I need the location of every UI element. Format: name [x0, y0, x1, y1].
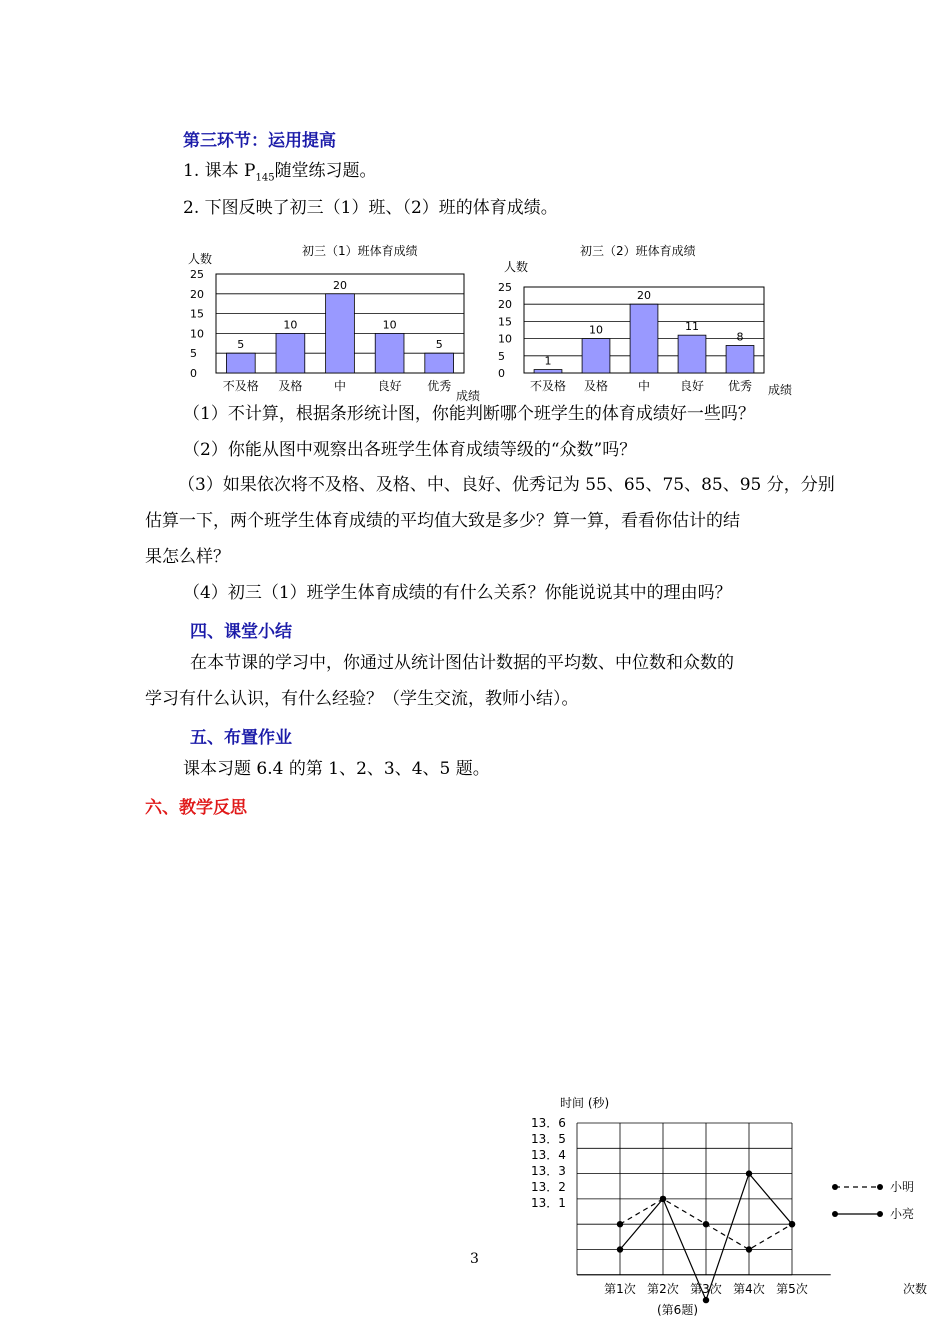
c2-category-label: 及格: [583, 379, 609, 393]
linechart-category-label: 第3次: [690, 1282, 722, 1296]
linechart-ytick-label: 13．2: [531, 1180, 566, 1194]
legend-marker-2: [877, 1211, 883, 1217]
class2-x-categories: [530, 378, 752, 393]
section4-heading: 四、课堂小结: [190, 622, 292, 642]
c1-category-label: 中: [333, 379, 347, 393]
class1-ylabel: 人数: [188, 252, 213, 266]
c2-ytick-label: 5: [498, 349, 505, 363]
c1-data-label: 5: [435, 338, 443, 352]
c1-ytick-label: 0: [190, 367, 197, 380]
legend-marker-2: [832, 1211, 838, 1217]
linechart-series-2-point: [703, 1297, 709, 1303]
c1-ytick-label: 15: [190, 307, 204, 321]
linechart-grid: [577, 1123, 831, 1275]
time-line-chart: [525, 1090, 945, 1324]
linechart-y-ticks: [531, 1116, 566, 1210]
c1-data-label: 20: [333, 278, 347, 292]
c2-category-label: 优秀: [727, 379, 753, 393]
c1-category-label: 良好: [377, 379, 402, 393]
linechart-series-2-point: [660, 1196, 666, 1202]
linechart-series-2-point: [746, 1170, 752, 1176]
c2-ytick-label: 10: [498, 332, 512, 346]
c2-data-label: 20: [637, 289, 651, 303]
c1-data-label: 10: [283, 318, 298, 332]
linechart-series-2-point: [617, 1246, 623, 1252]
linechart-ytick-label: 13．3: [531, 1164, 566, 1178]
c2-bar: [678, 335, 706, 373]
question-2: （2）你能从图中观察出各班学生体育成绩等级的“众数”吗？: [183, 440, 637, 460]
c1-data-label: 5: [237, 338, 245, 352]
class2-chart-title: 初三（2）班体育成绩: [580, 244, 696, 258]
legend-label-1: 小明: [890, 1180, 915, 1194]
c1-category-label: 不及格: [222, 379, 259, 393]
linechart-series-2-point: [789, 1221, 795, 1227]
c2-bar: [534, 370, 562, 373]
c2-data-label: 8: [736, 330, 744, 344]
linechart-series-1-point: [746, 1246, 752, 1252]
c1-category-label: 优秀: [427, 379, 452, 393]
item1-text: [183, 160, 377, 189]
c2-bar: [726, 345, 754, 373]
linechart-legend: [832, 1180, 914, 1221]
item1-prefix: 1. 课本 P: [183, 161, 256, 181]
linechart-ytick-label: 13．5: [531, 1132, 566, 1146]
c2-category-label: 中: [637, 379, 651, 393]
linechart-caption: (第6题): [657, 1303, 698, 1317]
class1-y-ticks: [190, 268, 204, 380]
linechart-ytick-label: 13．1: [531, 1196, 566, 1210]
section6-heading: 六、教学反思: [145, 798, 247, 818]
c2-data-label: 1: [544, 354, 552, 368]
c2-bar: [582, 339, 610, 373]
c1-ytick-label: 20: [190, 287, 204, 301]
question-4: （4）初三（1）班学生体育成绩的有什么关系？你能说说其中的理由吗？: [183, 583, 732, 603]
c1-bar: [375, 333, 404, 373]
class1-chart-title: 初三（1）班体育成绩: [302, 244, 418, 258]
linechart-category-label: 第4次: [733, 1282, 765, 1296]
linechart-category-label: 第1次: [604, 1282, 636, 1296]
linechart-series-1-point: [617, 1221, 623, 1227]
item1-suffix: 随堂练习题。: [274, 161, 377, 181]
question-3-line2: 估算一下，两个班学生体育成绩的平均值大致是多少？算一算，看看你估计的结: [145, 511, 740, 531]
c1-bar: [276, 333, 305, 373]
class1-xlabel: 成绩: [456, 389, 481, 402]
question-3-line1: （3）如果依次将不及格、及格、中、良好、优秀记为 55、65、75、85、95 分，分别: [178, 475, 835, 495]
c2-category-label: 良好: [679, 379, 705, 393]
c1-bar: [425, 353, 454, 373]
linechart-series-1-point: [703, 1221, 709, 1227]
c2-category-label: 不及格: [529, 379, 567, 393]
question-1: （1）不计算，根据条形统计图，你能判断哪个班学生的体育成绩好一些吗？: [183, 404, 755, 424]
linechart-category-label: 第5次: [776, 1282, 808, 1296]
linechart-xlabel: 次数: [903, 1282, 928, 1296]
c2-ytick-label: 15: [498, 315, 512, 329]
legend-marker-1: [877, 1184, 883, 1190]
linechart-ytick-label: 13．4: [531, 1148, 566, 1162]
c2-ytick-label: 20: [498, 298, 512, 312]
class2-ylabel: 人数: [504, 260, 529, 274]
c2-bar: [630, 304, 658, 373]
c1-bar: [226, 353, 255, 373]
page-number: 3: [470, 1251, 479, 1267]
linechart-ylabel: 时间 (秒): [560, 1096, 610, 1110]
class2-bar-chart: [494, 238, 806, 402]
c1-ytick-label: 10: [190, 327, 204, 341]
c1-category-label: 及格: [278, 379, 303, 393]
c1-ytick-label: 5: [190, 347, 197, 361]
section3-heading: 第三环节：运用提高: [183, 131, 336, 151]
linechart-category-label: 第2次: [647, 1282, 679, 1296]
c1-ytick-label: 25: [190, 268, 204, 281]
c1-data-label: 10: [382, 318, 397, 332]
linechart-x-categories: [604, 1281, 808, 1296]
c1-bar: [326, 294, 355, 373]
legend-marker-1: [832, 1184, 838, 1190]
legend-label-2: 小亮: [890, 1207, 915, 1221]
c2-ytick-label: 0: [498, 367, 505, 380]
summary-line2: 学习有什么认识，有什么经验？（学生交流，教师小结）。: [145, 689, 579, 709]
class1-x-categories: [223, 378, 451, 393]
c2-ytick-label: 25: [498, 281, 512, 294]
class1-bar-chart: [186, 238, 486, 402]
homework-text: 课本习题 6.4 的第 1、2、3、4、5 题。: [183, 759, 490, 779]
class2-xlabel: 成绩: [768, 383, 793, 397]
linechart-ytick-label: 13．6: [531, 1116, 566, 1130]
item2-text: 2. 下图反映了初三（1）班、（2）班的体育成绩。: [183, 198, 558, 218]
item1-subscript: 145: [255, 172, 275, 184]
c2-data-label: 11: [685, 320, 699, 334]
section5-heading: 五、布置作业: [190, 728, 292, 748]
summary-line1: 在本节课的学习中，你通过从统计图估计数据的平均数、中位数和众数的: [190, 653, 734, 673]
class2-y-ticks: [498, 281, 512, 380]
c2-data-label: 10: [589, 323, 603, 337]
question-3-line3: 果怎么样？: [145, 547, 230, 567]
